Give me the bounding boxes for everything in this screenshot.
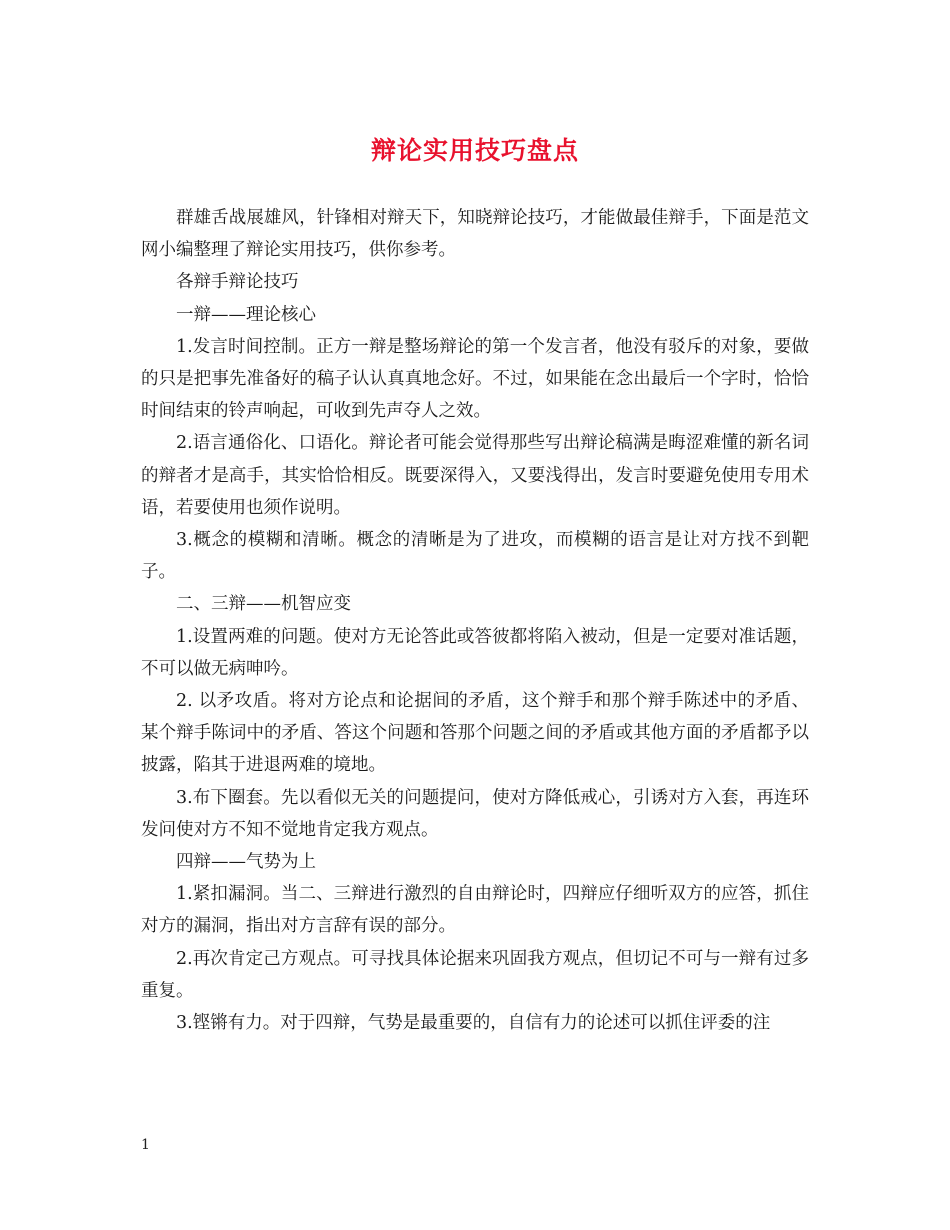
section-heading: 二、三辩——机智应变 [176,594,351,615]
paragraph: 1.紧扣漏洞。当二、三辩进行激烈的自由辩论时，四辩应仔细听双方的应答，抓住对方的漏洞，指出对方言辞有误的部分。 [141,884,809,937]
page-number: 1 [141,1137,150,1153]
paragraph: 3.布下圈套。先以看似无关的问题提问，使对方降低戒心，引诱对方入套，再连环发问使对方不知不觉地肯定我方观点。 [141,787,809,840]
paragraph: 1.设置两难的问题。使对方无论答此或答彼都将陷入被动，但是一定要对准话题，不可以做无病呻吟。 [141,626,809,679]
paragraph: 1.发言时间控制。正方一辩是整场辩论的第一个发言者，他没有驳斥的对象，要做的只是把事先准备好的稿子认认真真地念好。不过，如果能在念出最后一个字时，恰恰时间结束的铃声响起，可收到先声夺人之效。 [141,336,809,422]
section-heading: 四辩——气势为上 [176,852,316,873]
paragraph: 3.铿锵有力。对于四辩，气势是最重要的，自信有力的论述可以抓住评委的注 [176,1013,771,1034]
paragraph: 群雄舌战展雄风，针锋相对辩天下，知晓辩论技巧，才能做最佳辩手，下面是范文网小编整理了辩论实用技巧，供你参考。 [141,208,809,261]
paragraph: 2.再次肯定己方观点。可寻找具体论据来巩固我方观点，但切记不可与一辩有过多重复。 [141,948,809,1001]
section-heading: 各辩手辩论技巧 [176,272,299,293]
paragraph: 2.语言通俗化、口语化。辩论者可能会觉得那些写出辩论稿满是晦涩难懂的新名词的辩者才是高手，其实恰恰相反。既要深得入，又要浅得出，发言时要避免使用专用术语，若要使用也须作说明。 [141,433,809,518]
paragraph: 2. 以矛攻盾。将对方论点和论据间的矛盾，这个辩手和那个辩手陈述中的矛盾、某个辩手陈词中的矛盾、答这个问题和答那个问题之间的矛盾或其他方面的矛盾都予以披露，陷其于进退两难的境地。 [141,691,809,776]
section-heading: 一辩——理论核心 [176,304,316,325]
paragraph: 3.概念的模糊和清晰。概念的清晰是为了进攻，而模糊的语言是让对方找不到靶子。 [141,530,809,583]
document-title: 辩论实用技巧盘点 [370,136,579,165]
document-body [141,202,809,1039]
